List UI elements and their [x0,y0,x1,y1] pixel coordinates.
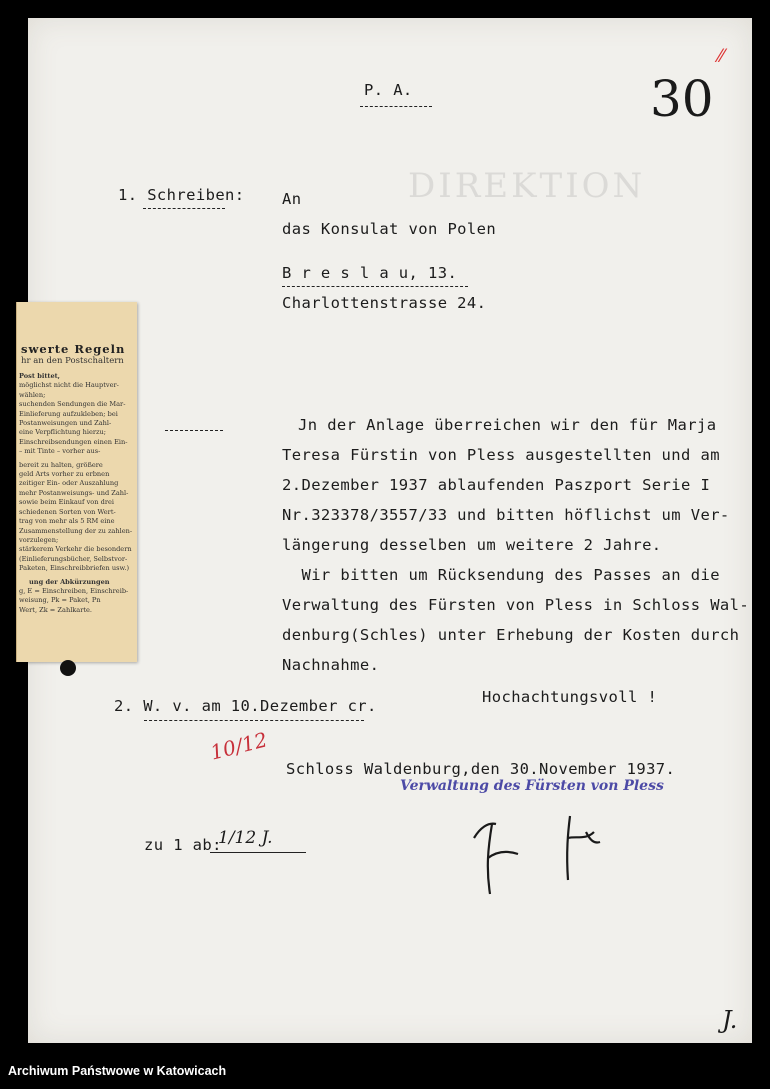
item2: 2. W. v. am 10.Dezember cr. [114,697,377,715]
clipping-line: mehr Postanweisungs- und Zahl- [19,488,129,497]
clipping-title: swerte Regeln [21,342,126,356]
clipping-line: trag von mehr als 5 RM eine [19,517,115,526]
address-street: Charlottenstrasse 24. [282,294,487,312]
clipping-line: ung der Abkürzungen [29,577,110,586]
place-date: Schloss Waldenburg,den 30.November 1937. [286,760,676,778]
body-line: Nr.323378/3557/33 und bitten höflichst um Ver- [282,506,730,524]
clipping-subtitle: hr an den Postschaltern [21,356,124,366]
body-line: Jn der Anlage überreichen wir den für Marja [298,416,717,434]
newspaper-clipping [16,302,137,662]
clipping-line: Post bittet, [19,372,60,380]
clipping-line: – mit Tinte – vorher aus- [19,447,101,456]
body-line: Wir bitten um Rücksendung des Passes an die [282,566,720,584]
clipping-line: zeitiger Ein- oder Auszahlung [19,479,119,488]
clipping-line: suchenden Sendungen die Mar- [19,400,126,409]
clipping-line: wählen; [19,390,46,399]
city-underline [282,286,468,287]
closing: Hochachtungsvoll ! [482,688,658,706]
clipping-line: möglichst nicht die Hauptver- [19,381,119,390]
red-corner-mark: ⁄⁄ [718,46,725,67]
clipping-line: bereit zu halten, größere [19,460,103,469]
clipping-line: Wert, Zk = Zahlkarte. [19,605,93,614]
dispatch-label: zu 1 ab: [144,836,222,854]
item1-label: 1. Schreiben: [118,186,245,204]
clipping-line: Paketen, Einschreibbriefen usw.) [19,564,130,573]
header-underline [360,106,432,107]
body-line: 2.Dezember 1937 ablaufenden Paszport Serie I [282,476,711,494]
clipping-line: weisung, Pk = Paket, Pn [19,596,101,605]
clipping-line: stärkerem Verkehr die besondern [19,545,132,554]
clipping-line: schiedenen Sorten von Wert- [19,507,116,516]
clipping-line: geld Arts vorher zu erbnen [19,470,110,479]
address-recipient: das Konsulat von Polen [282,220,497,238]
clipping-line: Einschreibsendungen einen Ein- [19,437,128,446]
clipping-line: eine Verpflichtung hierzu; [19,428,106,437]
clipping-line: Einlieferung aufzukleben; bei [19,409,118,418]
address-city: B r e s l a u, 13. [282,264,458,282]
clipping-line: Postanweisungen und Zahl- [19,419,112,428]
dispatch-underline [210,852,306,853]
body-line: Nachnahme. [282,656,380,674]
archive-footer: Archiwum Państwowe w Katowicach [8,1064,227,1078]
body-dash [165,430,223,431]
item2-underline [144,720,364,721]
address-to: An [282,190,302,208]
red-note: 10/12 [207,727,270,765]
dispatch-handwriting: 1/12 J. [218,828,273,848]
body-line: längerung desselben um weitere 2 Jahre. [282,536,662,554]
item1-underline [143,208,225,209]
clipping-body [17,366,137,615]
clipping-line: Zusammenstellung der zu zahlen- [19,526,133,535]
clipping-line: g, E = Einschreiben, Einschreib- [19,586,129,595]
page-number: 30 [650,70,714,128]
header-pa: P. A. [364,81,413,99]
clipping-line: sowie beim Einkauf von drei [19,498,114,507]
corner-initial: J. [722,1006,738,1034]
clipping-line: vorzulegen; [19,535,59,544]
stamp: Verwaltung des Fürsten von Pless [400,778,664,794]
body-line: Verwaltung des Fürsten von Pless in Schloss Wal- [282,596,750,614]
signature [468,808,608,898]
body-line: denburg(Schles) unter Erhebung der Kosten durch [282,626,740,644]
body-line: Teresa Fürstin von Pless ausgestellten und am [282,446,720,464]
punch-hole [60,660,76,676]
clipping-line: (Einlieferungsbücher, Selbstvor- [19,554,128,563]
faded-letterhead: DIREKTION [408,166,646,206]
